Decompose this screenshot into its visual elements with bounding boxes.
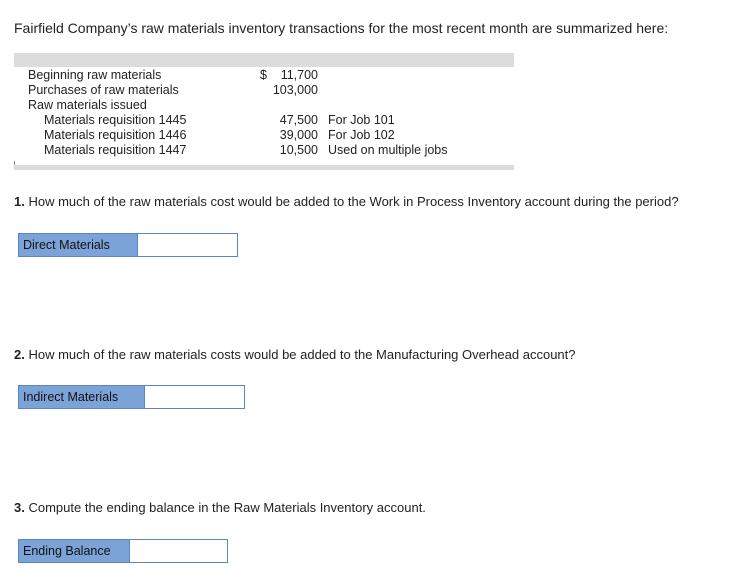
question-number: 3. — [14, 500, 25, 515]
dollar-sign: $ — [260, 68, 267, 82]
row-label: Purchases of raw materials — [28, 83, 179, 97]
answer-row-ending-balance — [18, 539, 228, 563]
row-label: Materials requisition 1446 — [44, 128, 187, 142]
answer-label: Indirect Materials — [18, 385, 145, 409]
row-label: Materials requisition 1447 — [44, 143, 187, 157]
transactions-table — [14, 53, 514, 171]
answer-label: Direct Materials — [18, 233, 138, 257]
row-label: Beginning raw materials — [28, 68, 162, 82]
row-note: Used on multiple jobs — [328, 143, 448, 157]
row-label: Materials requisition 1445 — [44, 113, 187, 127]
row-amount: 11,700 — [280, 68, 318, 82]
row-note: For Job 101 — [328, 113, 395, 127]
row-amount: 47,500 — [279, 113, 318, 127]
question-text: How much of the raw materials costs would be added to the Manufacturing Overhead account? — [28, 347, 576, 362]
row-amount: 39,000 — [279, 128, 318, 142]
indirect-materials-input[interactable] — [145, 385, 245, 409]
answer-row-indirect-materials — [18, 385, 245, 409]
table-top-bar — [14, 53, 514, 67]
table-bottom-bar — [14, 165, 514, 170]
row-label: Raw materials issued — [28, 98, 147, 112]
question-number: 1. — [14, 194, 25, 209]
intro-text: Fairfield Company’s raw materials inventory transactions for the most recent month are summarized here: — [14, 20, 669, 36]
question-2 — [14, 347, 576, 362]
answer-label: Ending Balance — [18, 539, 130, 563]
row-amount: 103,000 — [272, 83, 318, 97]
row-amount: 10,500 — [279, 143, 318, 157]
row-note: For Job 102 — [328, 128, 395, 142]
answer-row-direct-materials — [18, 233, 238, 257]
direct-materials-input[interactable] — [138, 233, 238, 257]
question-1 — [14, 194, 679, 209]
question-text: Compute the ending balance in the Raw Materials Inventory account. — [28, 500, 426, 515]
question-number: 2. — [14, 347, 25, 362]
ending-balance-input[interactable] — [130, 539, 228, 563]
question-text: How much of the raw materials cost would be added to the Work in Process Inventory account during the period? — [28, 194, 679, 209]
question-3 — [14, 500, 426, 515]
